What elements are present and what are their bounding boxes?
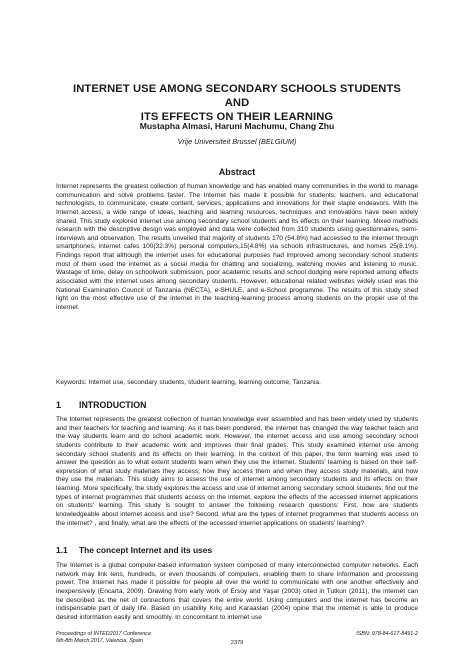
abstract-text: Internet represents the greatest collection of human knowledge and has enabled many communities in the world to manage communication and solve problems faster. The Internet has made it possible for students, teachers, and educational technologists, to communicate, create content, services, applications and innovations for their staple endeavors. With the Internet access, a wide range of ideas, teaching and learning resources, techniques and innovations have been widely shared. This study explored internet use among secondary school students and its effects on their learning. Mixed methods research with the descriptive design was employed and data were collected from 310 students using questionnaires, semi-interviews and observation. The results unveiled that majority of students 170 (54.8%) had accessed to the internet through smartphones, internet cafes 100(32.3%) personal computers,15(4.8%) via schools infrastructures, and homes 25(8.1%). Findings report that although the internet uses for educational purposes had improved among secondary school students most of them used the internet as a social media for chatting and socializing, watching movies and listening to music. Wastage of time, delay on schoolwork submission, poor academic results and school dodging were reported among effects associated with the internet uses among secondary students. However, educational related websites widely used was the National Examination Council of Tanzania (NECTA), e-SHULE, and e-School programme. The results of this study shed light on the most effective use of the internet in the teaching-learning process among students on the proper use of the internet. — [56, 183, 418, 311]
paper-title — [60, 82, 414, 124]
authors: Mustapha Almasi, Haruni Machumu, Chang Zhu — [139, 121, 335, 131]
affiliation: Vrije Universiteit Brussel (BELGIUM) — [177, 137, 297, 146]
abstract-heading: Abstract — [218, 167, 256, 177]
page-number: 2379 — [230, 640, 244, 646]
section-number: 1 — [56, 400, 61, 410]
footer-conference: Proceedings of INTED2017 Conference — [56, 631, 151, 637]
concept-text: The Internet is a global computer-based information system composed of many interconnected computer networks. Each network may link tens, hundreds, or even thousands of computers, enabling them to share information and processing power. The Internet has made it possible for people all over the world to communicate with one another effectively and inexpensively (Encarta, 2009). Drawing from early work of Ersoy and Yaşar (2003) cited in Tutkun (2011), the internet can be described as the net of connections that covers the entire world. Using computers and the internet has become an indispensable part of daily life. Based on usability Kılıç and Karaaslan (2004) opine that the internet is able to produce desired information easily and smoothly. In concomitant to internet use — [56, 562, 418, 621]
subsection-number: 1.1 — [56, 545, 68, 555]
section-1-1-heading — [56, 545, 418, 556]
title-line-2: ITS EFFECTS ON THEIR LEARNING — [140, 111, 334, 123]
introduction-text: The Internet represents the greatest collection of human knowledge ever assembled and has been widely used by students and their teachers for teaching and learning. As it has been pondered, the internet has changed the way teacher teach and the way students learn and do school academic work. However, the internet access and use among secondary school students contribute to their academic work and improves their final grades. This study examined internet use among secondary school students and its effects on their learning. In the context of this paper, the term learning was used to answer the question as to what extent students learn when they use the internet. Students' learning is based on their self-expression of what study materials they access, how they access them and when they access study materials, and how they use the materials. This study aims to assess the use of internet among secondary students and its effects on their learning. More specifically, the study explores the access and use of internet among secondary school students; find out the types of internet programmes that students access on the internet, explore the effects of the accessed internet applications on students' learning. This study is sought to answer the following research questions: First, how are students knowledgeable about internet access and use? Second, what are the types of internet programmes that students access on the internet? , and finally, what are the effects of the accessed internet applications on students' learning? — [56, 416, 418, 527]
keywords: Keywords: Internet use, secondary students, student learning, learning outcome, Tanzania. — [56, 379, 321, 386]
footer-dates: 6th-8th March 2017, Valencia, Spain — [56, 638, 144, 644]
subsection-title: The concept Internet and its uses — [79, 545, 213, 555]
section-title: INTRODUCTION — [79, 400, 147, 410]
footer-isbn: ISBN: 978-84-617-8491-2 — [356, 631, 418, 637]
title-line-1: INTERNET USE AMONG SECONDARY SCHOOLS STUDENTS AND — [73, 83, 401, 109]
section-1-heading — [56, 400, 418, 411]
